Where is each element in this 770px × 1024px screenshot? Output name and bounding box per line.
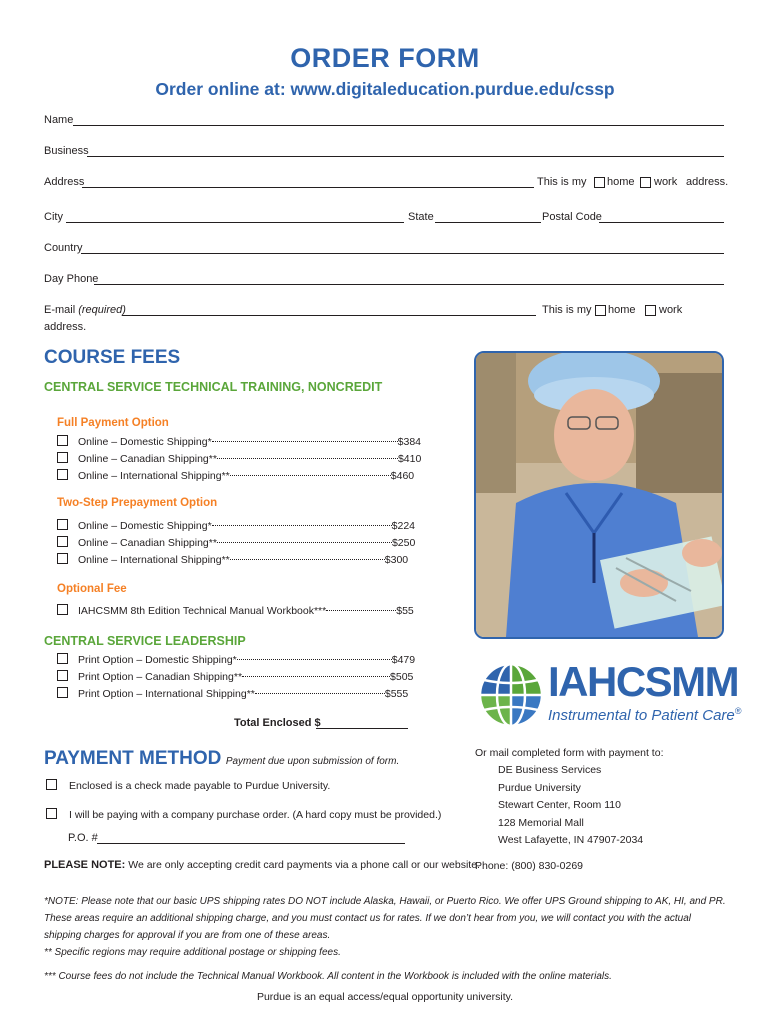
registered-mark: ® [734, 706, 742, 716]
note-regions: ** Specific regions may require additional postage or shipping fees. [44, 947, 341, 958]
po-number-label: P.O. # [68, 832, 98, 844]
equal-opportunity-footer: Purdue is an equal access/equal opportunity university. [256, 991, 514, 1003]
option-price: $479 [391, 654, 416, 666]
full-payment-list [57, 434, 421, 485]
payment-option-check[interactable] [46, 778, 330, 795]
technical-training-heading: CENTRAL SERVICE TECHNICAL TRAINING, NONCREDIT [44, 380, 383, 394]
email-address-word: address. [44, 321, 87, 333]
full-payment-heading: Full Payment Option [57, 417, 169, 429]
option-price: $555 [384, 688, 409, 700]
leader-dots [230, 559, 385, 560]
option-checkbox[interactable] [57, 653, 68, 664]
name-field[interactable] [73, 125, 724, 126]
optional-fee-list [57, 603, 414, 620]
tagline-text: Instrumental to Patient Care [548, 707, 735, 724]
leadership-list [57, 652, 415, 703]
check-checkbox[interactable] [46, 779, 57, 790]
address-work-label: work [654, 176, 678, 188]
option-checkbox[interactable] [57, 469, 68, 480]
total-enclosed-label: Total Enclosed $ [234, 717, 321, 729]
photo-illustration [476, 353, 722, 637]
option-label: IAHCSMM 8th Edition Technical Manual Workbook*** [78, 605, 327, 617]
option-checkbox[interactable] [57, 687, 68, 698]
payment-option-po[interactable] [46, 807, 441, 824]
option-price: $460 [390, 470, 415, 482]
iahcsmm-tagline [548, 706, 741, 724]
two-step-heading: Two-Step Prepayment Option [57, 497, 218, 509]
option-label: Online – International Shipping** [78, 554, 230, 566]
option-checkbox[interactable] [57, 536, 68, 547]
option-row[interactable] [57, 518, 415, 535]
nurse-photo [474, 351, 724, 639]
option-price: $250 [391, 537, 416, 549]
option-label: Online – Domestic Shipping* [78, 520, 212, 532]
iahcsmm-logo-text: IAHCSMM [548, 658, 739, 705]
option-row[interactable] [57, 686, 415, 703]
email-required: (required) [78, 304, 126, 316]
please-note-text: We are only accepting credit card payments via a phone call or our website. [128, 859, 480, 871]
country-field[interactable] [81, 253, 724, 254]
option-price: $300 [384, 554, 409, 566]
postal-code-label: Postal Code [542, 211, 602, 223]
po-checkbox[interactable] [46, 808, 57, 819]
business-field[interactable] [87, 156, 724, 157]
option-price: $384 [397, 436, 422, 448]
leader-dots [212, 441, 398, 442]
email-work-label: work [659, 304, 683, 316]
country-label: Country [44, 242, 83, 254]
option-price: $410 [397, 453, 422, 465]
email-label-text: E-mail [44, 304, 76, 316]
option-row[interactable] [57, 603, 414, 620]
option-row[interactable] [57, 434, 421, 451]
mail-address-line: Purdue University [498, 781, 581, 794]
email-home-checkbox[interactable] [595, 305, 606, 316]
option-price: $224 [391, 520, 416, 532]
address-label: Address [44, 176, 85, 188]
state-label: State [408, 211, 434, 223]
mail-address-line: West Lafayette, IN 47907-2034 [498, 834, 644, 846]
leader-dots [255, 693, 385, 694]
option-checkbox[interactable] [57, 519, 68, 530]
option-checkbox[interactable] [57, 435, 68, 446]
please-note [44, 859, 480, 871]
postal-code-field[interactable] [599, 222, 724, 223]
option-label: Online – International Shipping** [78, 470, 230, 482]
please-note-label: PLEASE NOTE: [44, 859, 126, 871]
mail-address-line: Stewart Center, Room 110 [498, 799, 621, 811]
payment-method-heading: PAYMENT METHOD [44, 748, 222, 769]
email-home-label: home [608, 304, 636, 316]
check-label: Enclosed is a check made payable to Purdue University. [69, 780, 331, 792]
address-this-is-my: This is my [537, 176, 587, 188]
po-option-label: I will be paying with a company purchase order. (A hard copy must be provided.) [69, 809, 442, 821]
mail-intro: Or mail completed form with payment to: [475, 747, 664, 759]
day-phone-field[interactable] [94, 284, 724, 285]
optional-fee-heading: Optional Fee [57, 583, 127, 595]
email-work-checkbox[interactable] [645, 305, 656, 316]
leadership-heading: CENTRAL SERVICE LEADERSHIP [44, 634, 246, 648]
state-field[interactable] [435, 222, 541, 223]
day-phone-label: Day Phone [44, 273, 99, 285]
address-home-checkbox[interactable] [594, 177, 605, 188]
option-label: Online – Domestic Shipping* [78, 436, 212, 448]
city-label: City [44, 211, 63, 223]
option-label: Online – Canadian Shipping** [78, 453, 217, 465]
order-online-link[interactable]: Order online at: www.digitaleducation.purdue.edu/cssp [155, 79, 615, 99]
course-fees-heading: COURSE FEES [44, 347, 181, 368]
leader-dots [230, 475, 391, 476]
address-field[interactable] [82, 187, 534, 188]
option-checkbox[interactable] [57, 670, 68, 681]
iahcsmm-globe-icon [478, 662, 544, 728]
option-row[interactable] [57, 451, 421, 468]
option-label: Print Option – Canadian Shipping** [78, 671, 243, 683]
mail-address-line: DE Business Services [498, 764, 602, 776]
city-field[interactable] [66, 222, 404, 223]
option-row[interactable] [57, 652, 415, 669]
option-row[interactable] [57, 669, 415, 686]
leader-dots [326, 610, 396, 611]
address-home-label: home [607, 176, 635, 188]
note-shipping: *NOTE: Please note that our basic UPS shipping rates DO NOT include Alaska, Hawaii, or Puerto Rico. We offer UPS Ground shipping to AK, HI, and PR. These areas require an additional shipping charge, and you must contact us for rates. If we don’t hear from you, we will contact you with the actual shipping charges for approval if you are from one of these areas. [44, 896, 726, 941]
leader-dots [217, 458, 398, 459]
option-row[interactable] [57, 552, 415, 569]
option-price: $55 [396, 605, 414, 617]
option-row[interactable] [57, 535, 415, 552]
option-price: $505 [390, 671, 414, 683]
leader-dots [212, 525, 392, 526]
option-checkbox[interactable] [57, 604, 68, 615]
page-title: ORDER FORM [290, 43, 480, 73]
business-label: Business [44, 145, 89, 157]
payment-method-header [44, 748, 399, 770]
leader-dots [242, 676, 390, 677]
po-number-field[interactable] [97, 843, 405, 844]
leader-dots [217, 542, 392, 543]
name-label: Name [44, 114, 74, 126]
address-suffix: address. [686, 176, 729, 188]
email-label [44, 303, 126, 317]
leader-dots [237, 659, 392, 660]
mail-phone: Phone: (800) 830-0269 [475, 860, 583, 872]
option-label: Print Option – Domestic Shipping* [78, 654, 237, 666]
payment-heading-note: Payment due upon submission of form. [225, 756, 400, 767]
total-enclosed-field[interactable] [316, 728, 408, 729]
two-step-list [57, 518, 415, 569]
option-label: Print Option – International Shipping** [78, 688, 255, 700]
option-row[interactable] [57, 468, 421, 485]
option-checkbox[interactable] [57, 553, 68, 564]
option-label: Online – Canadian Shipping** [78, 537, 217, 549]
address-work-checkbox[interactable] [640, 177, 651, 188]
note-workbook: *** Course fees do not include the Technical Manual Workbook. All content in the Workbook is included with the online materials. [44, 971, 612, 982]
mail-address-line: 128 Memorial Mall [498, 816, 584, 829]
email-field[interactable] [122, 315, 536, 316]
email-this-is-my: This is my [542, 304, 592, 316]
mail-address [498, 762, 643, 850]
option-checkbox[interactable] [57, 452, 68, 463]
